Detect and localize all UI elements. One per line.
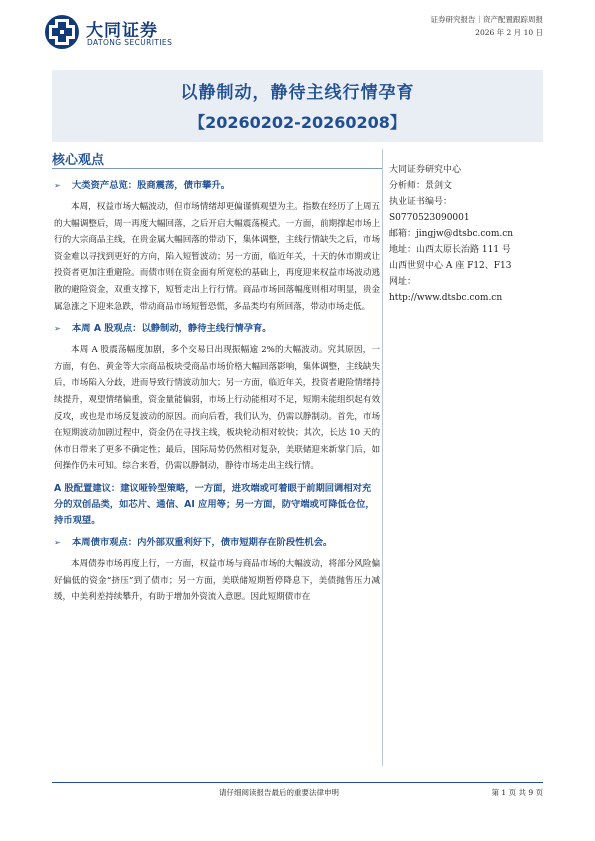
bullet-heading-text: 大类资产总览：股商震荡，债市攀升。 — [72, 180, 231, 191]
logo-name-cn: 大同证券 — [86, 21, 158, 41]
website-link[interactable]: http://www.dtsbc.com.cn — [389, 293, 503, 303]
research-center: 大同证券研究中心 — [389, 165, 462, 175]
analyst-sidebar — [389, 162, 569, 306]
analyst-email[interactable]: 邮箱：jingjw@dtsbc.com.cn — [389, 229, 514, 239]
company-logo — [44, 12, 204, 52]
bullet-arrow-icon: ➢ — [54, 537, 61, 547]
logo-name-en: DATONG SECURITIES — [87, 38, 173, 47]
bullet-arrow-icon: ➢ — [54, 324, 61, 334]
footer-rule — [52, 782, 543, 783]
core-views-heading: 核心观点 — [52, 153, 105, 168]
section-divider — [52, 168, 382, 169]
report-title: 以静制动，静待主线行情孕育 — [180, 83, 415, 103]
report-type: 证券研究报告｜资产配置跟踪周报 — [430, 15, 543, 24]
bullet-arrow-icon: ➢ — [54, 181, 61, 190]
page-number: 第 1 页 共 9 页 — [491, 788, 543, 797]
column-divider — [382, 149, 383, 766]
bullet-heading-a-share — [52, 321, 380, 336]
bullet-heading-asset-overview — [52, 178, 380, 193]
report-date-range: 【20260202-20260208】 — [189, 113, 406, 132]
main-column — [52, 178, 380, 612]
license-label: 执业证书编号： — [389, 197, 453, 207]
address-line-1: 地址：山西太原长治路 111 号 — [389, 245, 511, 255]
bullet-heading-text: 本周债市观点：内外部双重利好下，债市短期存在阶段性机会。 — [72, 536, 333, 548]
website-label: 网址： — [389, 277, 417, 287]
datong-logo-icon — [44, 14, 80, 50]
paragraph-a-share: 本周 A 股震荡幅度加剧，多个交易日出现振幅逾 2%的大幅波动。究其原因，一方面，有色、黄金等大宗商品板块受商品市场价格大幅回落影响，集体调整，主线缺失后，市场陷入分歧，进而导致行情波动加大；另一方面，临近年关，投资者避险情绪持续提升，观望情绪偏重，资金量能偏弱，市场上行动能相对不足，短期未能组织起有效反攻，或也是市场反复波动的原因。而向后看，我们认为，仍需以静制动。首先，市场在短期波动加剧过程中，资金仍在寻找主线，板块轮动相对较快；其次，长达 10 天的休市日带来了更多不确定性；最后，国际局势仍然相对复杂，美联储迎来新掌门后，如何操作仍未可知。综合来看，仍需以静制动，静待市场走出主线行情。 — [54, 345, 380, 472]
bullet-heading-bond-market — [52, 535, 380, 550]
address-line-2: 山西世贸中心 A 座 F12、F13 — [389, 261, 512, 271]
report-date: 2026 年 2 月 10 日 — [475, 28, 543, 37]
paragraph-bond-market: 本周债券市场再度上行，一方面，权益市场与商品市场的大幅波动，将部分风险偏好偏低的资金“挤压”到了债市；另一方面，美联储短期暂停降息下，美债抛售压力减缓，中美利差持续攀升，有助于增加外资流入意愿。因此短期债市在 — [54, 558, 380, 603]
footer-disclaimer: 请仔细阅读报告最后的重要法律申明 — [219, 788, 339, 797]
paragraph-asset-overview: 本周，权益市场大幅波动，但市场情绪却更偏谨慎观望为主。指数在经历了上周五的大幅调整后，周一再度大幅回落，之后开启大幅震荡模式。一方面，前期撑起市场上行的大宗商品主线，在贵金属大幅回落的带动下，集体调整，主线行情缺失之后，市场资金难以寻找到更好的方向，陷入短暂波动；另一方面，临近年关，十天的休市期或让投资者更加注重避险。而债市则在资金面有所宽松的基础上，再度迎来权益市场波动逃散的避险资金，双重支撑下，短暂走出上行行情。商品市场回落幅度则相对明显，贵金属急涨之下迎来急跌，带动商品市场短暂恐慌，多品类均有所回落，带动市场走低。 — [54, 202, 380, 312]
analyst-name: 分析师：景剑文 — [389, 181, 453, 191]
title-band — [52, 70, 543, 142]
bullet-heading-text: 本周 A 股观点：以静制动，静待主线行情孕育。 — [72, 323, 272, 335]
license-number: S0770523090001 — [389, 213, 470, 223]
a-share-allocation-advice: A 股配置建议：建议哑铃型策略，一方面，进攻端或可着眼于前期回调相对充分的双创品类，如芯片、通信、AI 应用等；另一方面，防守端或可降低仓位，持币观望。 — [54, 482, 375, 526]
